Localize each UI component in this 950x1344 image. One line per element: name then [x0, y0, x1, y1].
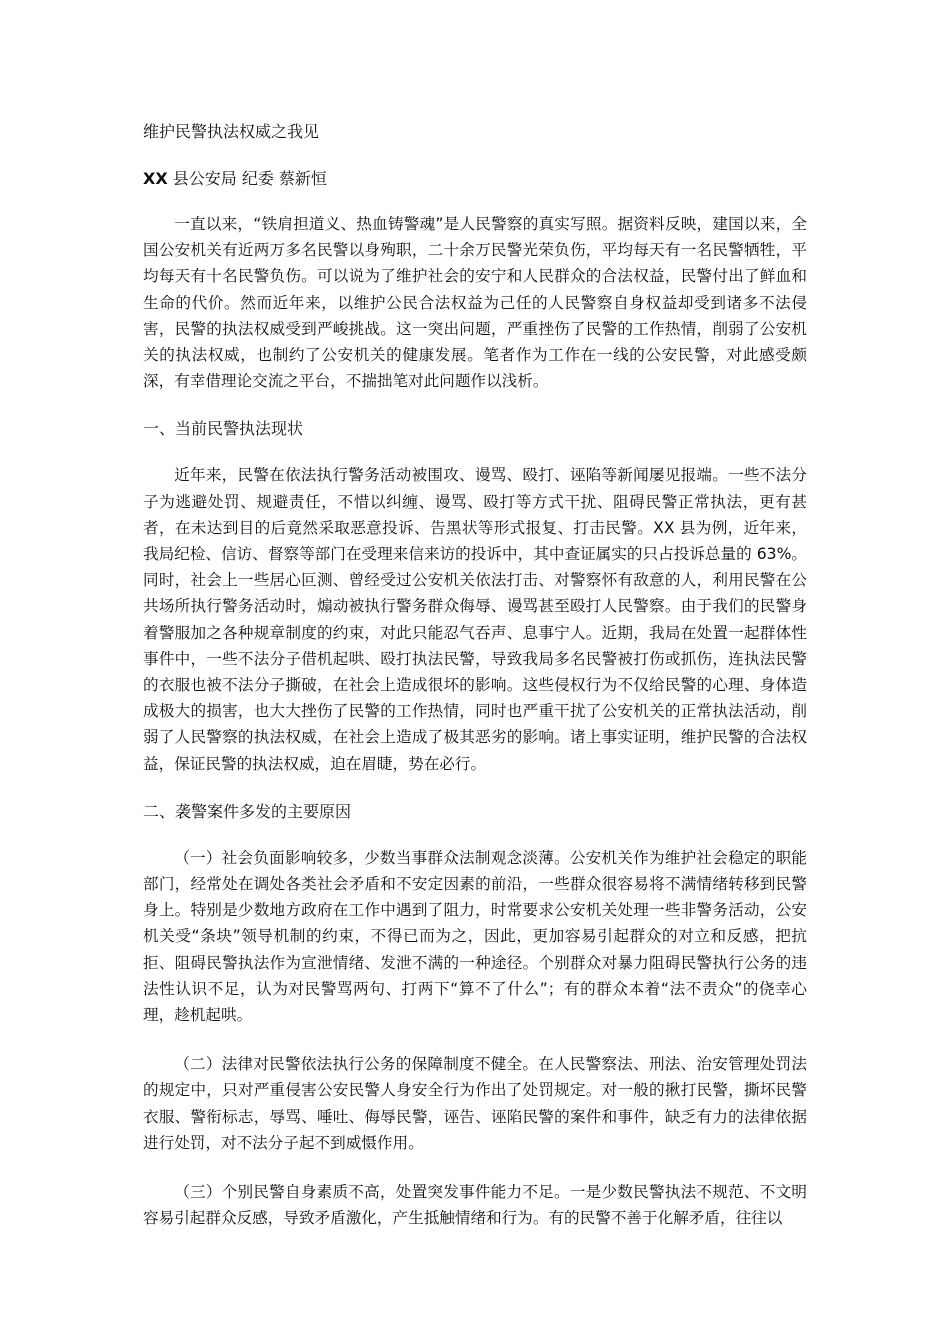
author-rest: 县公安局 纪委 蔡新恒 — [167, 169, 327, 188]
section-2-paragraph-1: （一）社会负面影响较多，少数当事群众法制观念淡薄。公安机关作为维护社会稳定的职能部门，经常处在调处各类社会矛盾和不安定因素的前沿，一些群众很容易将不满情绪转移到民警身上。特别是少数地方政府在工作中遇到了阻力，时常要求公安机关处理一些非警务活动，公安机关受“条块”领导机制的约束，不得已而为之，因此，更加容易引起群众的对立和反感，把抗拒、阻碍民警执法作为宣泄情绪、发泄不满的一种途径。个别群众对暴力阻碍民警执行公务的违法性认识不足，认为对民警骂两句、打两下“算不了什么”；有的群众本着“法不责众”的侥幸心理，趁机起哄。 — [143, 848, 807, 1025]
section-2-paragraph-2: （二）法律对民警依法执行公务的保障制度不健全。在人民警察法、刑法、治安管理处罚法的规定中，只对严重侵害公安民警人身安全行为作出了处罚规定。对一般的揪打民警，撕坏民警衣服、警衔标志，辱骂、唾吐、侮辱民警，诬告、诬陷民警的案件和事件，缺乏有力的法律依据进行处罚，对不法分子起不到威慑作用。 — [143, 1055, 807, 1152]
author-line — [143, 167, 807, 191]
document-page — [143, 120, 807, 1255]
section-2-paragraph-3: （三）个别民警自身素质不高，处置突发事件能力不足。一是少数民警执法不规范、不文明容易引起群众反感，导致矛盾激化，产生抵触情绪和行为。有的民警不善于化解矛盾，往往以 — [143, 1183, 807, 1228]
section-1-paragraph: 近年来，民警在依法执行警务活动被围攻、谩骂、殴打、诬陷等新闻屡见报端。一些不法分子为逃避处罚、规避责任，不惜以纠缠、谩骂、殴打等方式干扰、阻碍民警正常执法，更有甚者，在未达到目的后竟然采取恶意投诉、告黑状等形式报复、打击民警。XX 县为例，近年来，我局纪检、信访、督察等部门在受理来信来访的投诉中，其中查证属实的只占投诉总量的 63%。同时，社会上一些居心叵测、曾经受过公安机关依法打击、对警察怀有敌意的人，利用民警在公共场所执行警务活动时，煽动被执行警务群众侮辱、谩骂甚至殴打人民警察。由于我们的民警身着警服加之各种规章制度的约束，对此只能忍气吞声、息事宁人。近期，我局在处置一起群体性事件中，一些不法分子借机起哄、殴打执法民警，导致我局多名民警被打伤或抓伤，连执法民警的衣服也被不法分子撕破，在社会上造成很坏的影响。这些侵权行为不仅给民警的心理、身体造成极大的损害，也大大挫伤了民警的工作热情，同时也严重干扰了公安机关的正常执法活动，削弱了人民警察的执法权威，在社会上造成了极其恶劣的影响。诸上事实证明，维护民警的合法权益，保证民警的执法权威，迫在眉睫，势在必行。 — [143, 466, 807, 773]
intro-paragraph: 一直以来，“铁肩担道义、热血铸警魂”是人民警察的真实写照。据资料反映，建国以来，全国公安机关有近两万多名民警以身殉职，二十余万民警光荣负伤，平均每天有一名民警牺牲，平均每天有十名民警负伤。可以说为了维护社会的安宁和人民群众的合法权益，民警付出了鲜血和生命的代价。然而近年来，以维护公民合法权益为己任的人民警察自身权益却受到诸多不法侵害，民警的执法权威受到严峻挑战。这一突出问题，严重挫伤了民警的工作热情，削弱了公安机关的执法权威，也制约了公安机关的健康发展。笔者作为工作在一线的公安民警，对此感受颇深，有幸借理论交流之平台，不揣拙笔对此问题作以浅析。 — [143, 215, 807, 391]
section-heading-2: 二、袭警案件多发的主要原因 — [143, 801, 352, 821]
section-heading-1: 一、当前民警执法现状 — [143, 419, 304, 439]
author-county: XX — [143, 169, 168, 188]
document-title: 维护民警执法权威之我见 — [143, 122, 320, 141]
